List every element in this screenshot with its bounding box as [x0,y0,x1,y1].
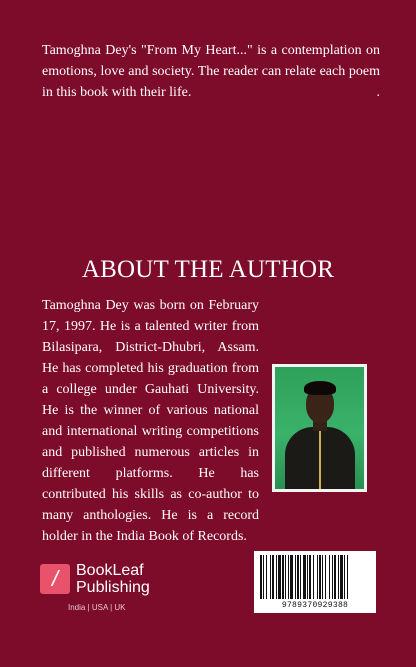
publisher-name-line2: Publishing [76,579,150,596]
barcode-bars [259,555,371,599]
author-bio: Tamoghna Dey was born on February 17, 1997. He is a talented writer from Bilasipara, District-Dhubri, Assam. He has completed his graduation from a college under Gauhati University. He is the winner of various national and international writing competitions and published numerous articles in different platforms. He has contributed his skills as co-author to many anthologies. He is a record holder in the India Book of Records. [42,298,259,544]
publisher-slash-icon [40,564,70,594]
photo-hair [304,381,336,395]
blurb-trailing-dot: . [376,85,380,100]
author-photo [272,364,367,492]
isbn-number: 9789370929388 [281,601,349,610]
publisher-logo [40,562,150,596]
photo-zipper [319,431,321,489]
publisher-mark-glyph: / [51,566,59,591]
about-author-heading: ABOUT THE AUTHOR [81,256,335,283]
publisher-regions: India | USA | UK [68,603,126,612]
publisher-name [76,562,150,596]
publisher-name-line1: BookLeaf [76,562,144,579]
blurb-text: Tamoghna Dey's "From My Heart..." is a contemplation on emotions, love and society. The reader can relate each poem in this book with their life. [42,43,380,100]
back-cover-blurb [42,40,380,103]
author-photo-image [275,367,364,489]
isbn-barcode [254,551,376,613]
